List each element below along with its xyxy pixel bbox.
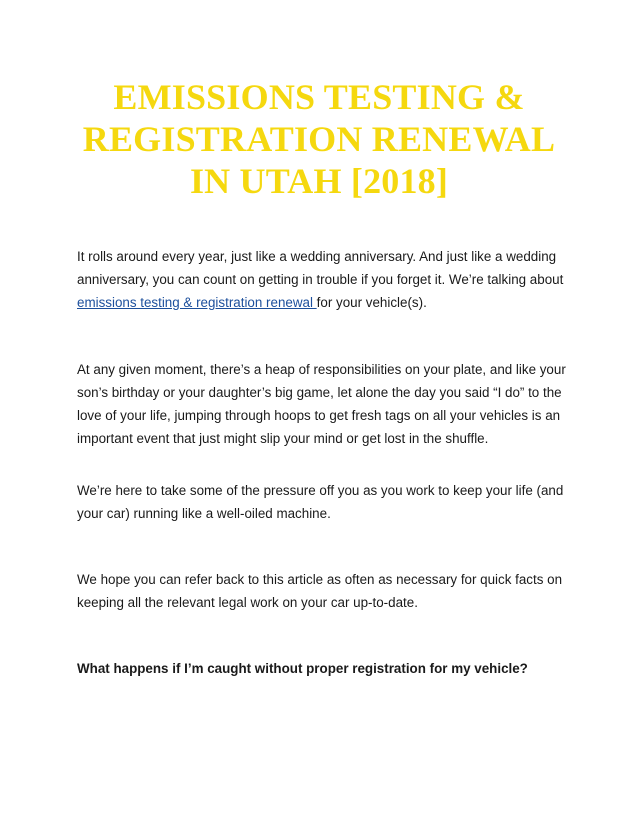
intro-text-before-link: It rolls around every year, just like a wedding anniversary. And just like a wedding anniversary, you can count on getting in trouble if you forget it. We’re talking about: [77, 249, 564, 287]
responsibilities-paragraph: At any given moment, there’s a heap of responsibilities on your plate, and like your son’s birthday or your daughter’s big game, let alone the day you said “I do” to the love of your life, jumping through hoops to get fresh tags on all your vehicles is an important event that just might slip your mind or get lost in the shuffle.: [77, 362, 566, 446]
pressure-paragraph: We’re here to take some of the pressure off you as you work to keep your life (and your car) running like a well-oiled machine.: [77, 483, 564, 521]
emissions-registration-link[interactable]: emissions testing & registration renewal: [77, 295, 317, 310]
document-title: EMISSIONS TESTING & REGISTRATION RENEWAL IN UTAH [2018]: [82, 77, 556, 201]
registration-question-heading: What happens if I’m caught without proper registration for my vehicle?: [77, 661, 528, 676]
intro-text-after-link: for your vehicle(s).: [316, 295, 427, 310]
refer-back-paragraph: We hope you can refer back to this article as often as necessary for quick facts on keeping all the relevant legal work on your car up-to-date.: [77, 572, 563, 610]
intro-paragraph: [77, 245, 567, 314]
